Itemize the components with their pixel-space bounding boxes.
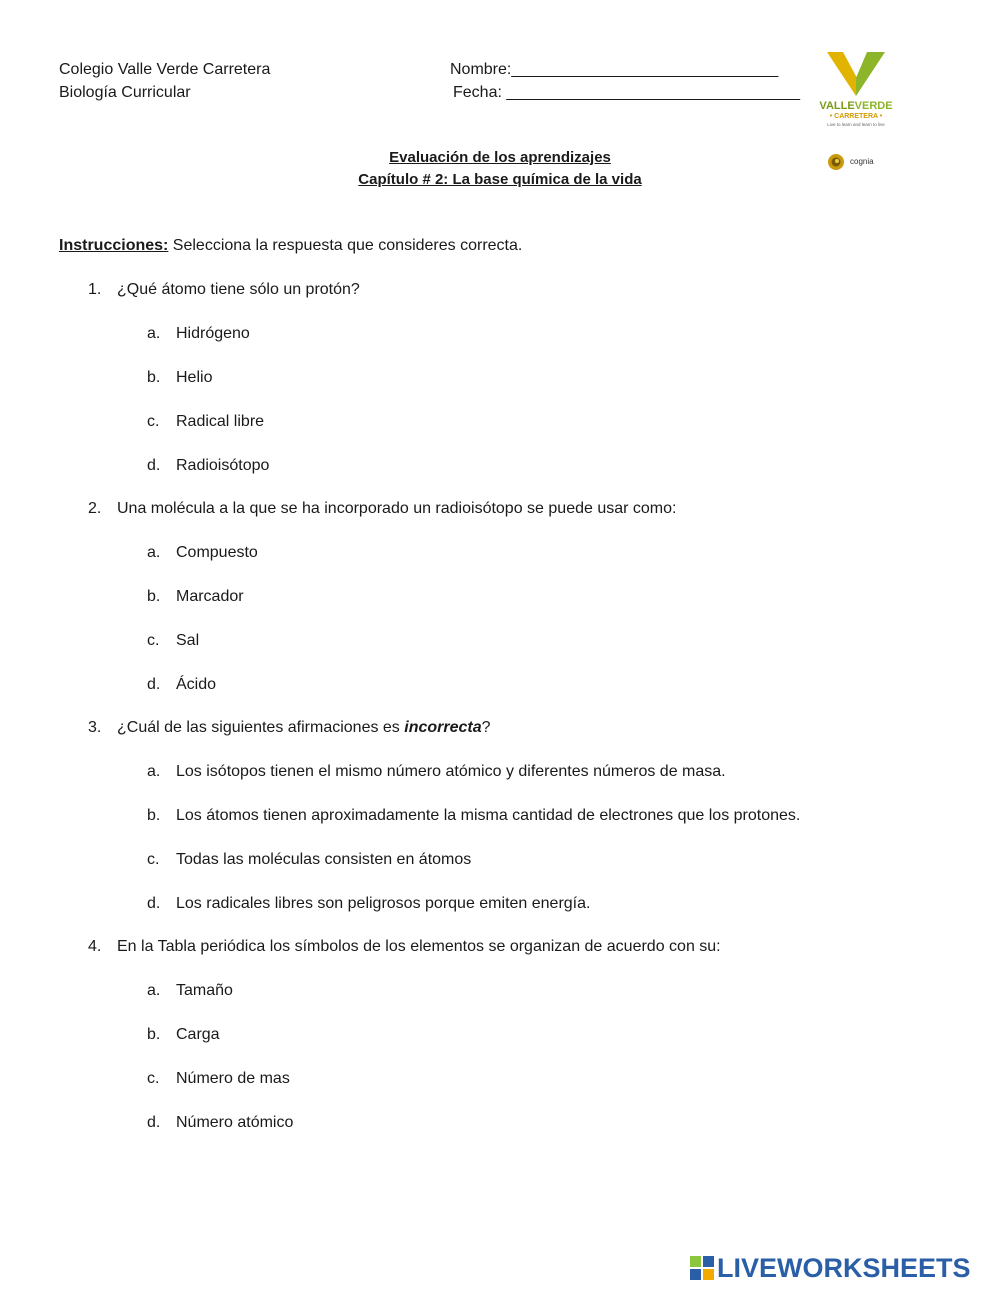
name-field[interactable]: Nombre:______________________________	[450, 61, 779, 78]
liveworksheets-brand: LIVEWORKSHEETS	[717, 1253, 971, 1283]
option-text[interactable]: Los radicales libres son peligrosos porque emiten energía.	[176, 895, 591, 912]
subject-name: Biología Curricular	[59, 84, 191, 101]
option-text[interactable]: Tamaño	[176, 982, 233, 999]
option-text[interactable]: Radical libre	[176, 413, 265, 430]
option-text[interactable]: Los isótopos tienen el mismo número atómico y diferentes números de masa.	[176, 763, 726, 780]
instructions-text: Selecciona la respuesta que consideres correcta.	[168, 237, 523, 254]
question-text-emphasis: incorrecta	[404, 719, 482, 736]
question-number: 4.	[88, 938, 102, 955]
question-text	[117, 719, 491, 737]
option-letter: c.	[147, 632, 160, 649]
question-text: En la Tabla periódica los símbolos de los elementos se organizan de acuerdo con su:	[117, 938, 721, 955]
option-letter: d.	[147, 895, 161, 912]
option-letter: a.	[147, 325, 161, 342]
option-letter: b.	[147, 807, 161, 824]
school-name: Colegio Valle Verde Carretera	[59, 61, 271, 78]
option-text[interactable]: Ácido	[176, 676, 217, 693]
question-number: 1.	[88, 281, 102, 298]
question-text: Una molécula a la que se ha incorporado un radioisótopo se puede usar como:	[117, 500, 677, 517]
option-text[interactable]: Sal	[176, 632, 200, 649]
question-number: 2.	[88, 500, 102, 517]
logo-valle: VALLE	[819, 100, 855, 112]
option-letter: b.	[147, 1026, 161, 1043]
page-subtitle: Capítulo # 2: La base química de la vida	[358, 171, 642, 188]
option-letter: a.	[147, 544, 161, 561]
liveworksheets-watermark	[690, 1253, 990, 1285]
date-field[interactable]: Fecha: _________________________________	[453, 84, 801, 101]
option-letter: a.	[147, 763, 161, 780]
logo-carretera: • CARRETERA •	[829, 113, 883, 120]
option-letter: c.	[147, 413, 160, 430]
option-letter: c.	[147, 1070, 160, 1087]
liveworksheets-logo-icon	[690, 1256, 714, 1280]
option-letter: c.	[147, 851, 160, 868]
option-letter: b.	[147, 588, 161, 605]
page-title: Evaluación de los aprendizajes	[389, 149, 611, 166]
option-text[interactable]: Todas las moléculas consisten en átomos	[176, 851, 472, 868]
option-letter: b.	[147, 369, 161, 386]
instructions	[59, 237, 522, 255]
option-text[interactable]: Los átomos tienen aproximadamente la misma cantidad de electrones que los protones.	[176, 807, 801, 824]
cognia-wordmark: cognia	[850, 157, 874, 166]
question-text-before: ¿Cuál de las siguientes afirmaciones es	[117, 719, 405, 736]
logo-verde: VERDE	[854, 100, 893, 112]
question-number: 3.	[88, 719, 102, 736]
logo-wordmark	[815, 100, 897, 112]
option-text[interactable]: Número de mas	[176, 1070, 290, 1087]
question-text: ¿Qué átomo tiene sólo un protón?	[117, 281, 360, 298]
option-text[interactable]: Radioisótopo	[176, 457, 270, 474]
option-letter: d.	[147, 457, 161, 474]
valle-verde-v-icon	[815, 48, 897, 100]
instructions-label: Instrucciones:	[59, 237, 169, 254]
option-text[interactable]: Número atómico	[176, 1114, 294, 1131]
option-letter: d.	[147, 676, 161, 693]
option-text[interactable]: Marcador	[176, 588, 244, 605]
option-letter: d.	[147, 1114, 161, 1131]
logo-tagline: Live to learn and learn to live	[827, 122, 885, 127]
option-letter: a.	[147, 982, 161, 999]
school-logo	[815, 48, 897, 132]
option-text[interactable]: Helio	[176, 369, 213, 386]
option-text[interactable]: Compuesto	[176, 544, 258, 561]
question-text-after: ?	[481, 719, 491, 736]
option-text[interactable]: Hidrógeno	[176, 325, 250, 342]
option-text[interactable]: Carga	[176, 1026, 220, 1043]
